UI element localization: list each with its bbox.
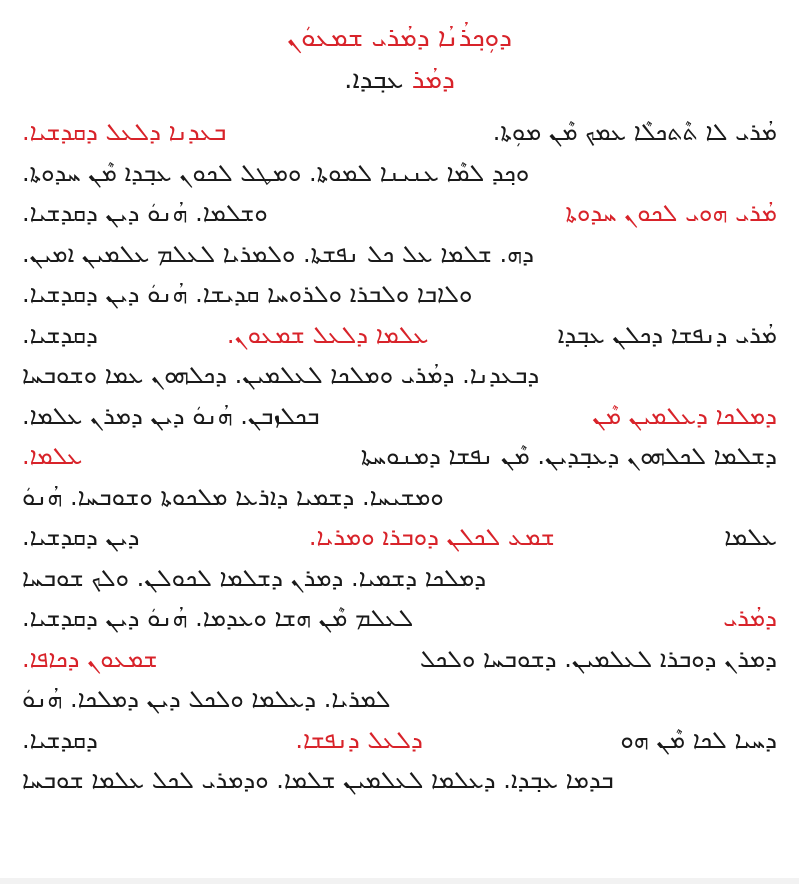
text-line [22, 477, 777, 518]
rubric-text: ܫܡܥܘܢ ܕܟܐܦܐ. [22, 644, 158, 673]
text-line [22, 193, 777, 234]
rubric-text: ܫܡܥ ܠܟܠܢ ܕܘܒܪܐ ܘܡܪܝܐ. [308, 523, 555, 552]
rubric-text: ܡܳܪܝ ܗܘܝ ܠܟܘܢ ܚܕܘܬܐ [565, 199, 777, 228]
body-text-segment: ܕܫܠܡܐ ܠܟܠܗܘܢ ܕܥܒ݂ܕܝܢ. ܡܶܢ ܢܦܫܐ ܕܡܢܘܚܬܐ [360, 442, 777, 471]
body-text-segment: ܕܡܠܟܐ ܕܫܡܝܐ. ܕܡܪܢ ܕܫܠܡܐ ܠܟܘܠܢ. ܘܠܟ ܫܘܒܚܐ [22, 563, 487, 592]
body-text-segment: ܠܥܠܡ ܡܶܢ ܗܫܐ ܘܥܕܡܐ. ܗܳܢܘܿ ܕܝܢ ܕܩܕܫܝܐ. [22, 604, 414, 633]
body-text-segment: ܘܟ݂ܕ ܠܡܶܐ ܥܢܝܢܐ ܠܡܘܬܐ. ܘܡܛܠ ܠܟܘܢ ܥܒ݂ܕܐ ܡܶܢ ܚܕܘܬܐ. [22, 158, 530, 187]
text-line [22, 517, 777, 558]
body-text-segment: ܕܡܪܢ ܕܘܒܪܐ ܠܥܠܡܝܢ. ܕܫܘܒܚܐ ܘܠܟܠ [419, 644, 777, 673]
text-line [22, 274, 777, 315]
rubric-text: ܥܠܡܐ. [22, 442, 83, 471]
text-line [22, 598, 777, 639]
rubric-text: ܒܥܕܢܐ ܕܠܥܠ ܕܩܕܫܝܐ. [22, 118, 227, 147]
subtitle-black: ܥܒ݂ܕܐ. [344, 65, 404, 95]
body-text-segment: ܠܡܪܝܐ. ܕܥܠܡܐ ܘܠܟܠ ܕܝܢ ܕܡܠܟܐ. ܗܳܢܘܿ [22, 685, 391, 714]
rubric-text: ܕܡܠܟܐ ܕܥܠܡܝܢ ܡܶܢ [592, 401, 777, 430]
body-text [22, 112, 777, 801]
body-text-segment: ܘܡܫܝܚܐ. ܕܫܡܝܐ ܕܐܪܥܐ ܡܠܟܘܬܐ ܘܫܘܒܚܐ. ܗܳܢܘܿ [22, 482, 444, 511]
text-line [22, 315, 777, 356]
body-text-segment: ܥܠܡܐ [724, 523, 777, 552]
section-subtitle [22, 58, 777, 102]
body-text-segment: ܕܒܥܕܢܐ. ܕܡܳܪܝ ܘܡܠܟܐ ܠܥܠܡܝܢ. ܕܟܠܗܘܢ ܥܡܐ ܘܫܘܒܚܐ [22, 361, 540, 390]
body-text-segment: ܕܝܢ ܕܩܕܫܝܐ. [22, 523, 140, 552]
body-text-segment: ܘܠܐܒܐ ܘܠܒܪܐ ܘܠܪܘܚܐ ܩܕܝܫܐ. ܗܳܢܘܿ ܕܝܢ ܕܩܕܫܝܐ. [22, 280, 473, 309]
text-line [22, 112, 777, 153]
rubric-text: ܕܠܥܠ ܕܢܦܫܐ. [295, 725, 423, 754]
rubric-text: ܕܡܳܪܝ [723, 604, 777, 633]
body-text-segment: ܒܕܡܐ ܥܒ݂ܕܐ. ܕܥܠܡܐ ܠܥܠܡܝܢ ܫܠܡܐ. ܘܕܡܪܝ ܠܟܠ ܥܠܡܐ ܫܘܒܚܐ [22, 766, 614, 795]
rubric-text: ܥܠܡܐ ܕܠܥܠ ܫܡܥܘܢ. [226, 320, 429, 349]
text-line [22, 639, 777, 680]
body-text-segment: ܕܚܝܐ ܠܟܐ ܡܶܢ ܗܘ [620, 725, 777, 754]
text-line [22, 679, 777, 720]
text-line [22, 720, 777, 761]
body-text-segment: ܘܫܠܡܐ. ܗܳܢܘܿ ܕܝܢ ܕܩܕܫܝܐ. [22, 199, 268, 228]
text-line [22, 355, 777, 396]
body-text-segment: ܕܩܕܫܝܐ. [22, 320, 98, 349]
text-line [22, 396, 777, 437]
body-text-segment: ܡܳܪܝ ܠܐ ܬܶܬܟܠܶܐ ܥܡܟ ܡܶܢ ܡܘܼܬܐ. [492, 118, 777, 147]
body-text-segment: ܕܗ. ܫܠܡܐ ܥܠ ܟܠ ܢܦܫܬܐ. ܘܠܡܪܝܐ ܠܥܠܡ ܥܠܡܝܢ ܐܡܝܢ. [22, 239, 535, 268]
body-text-segment: ܒܟܠܙܒܢ. ܗܳܢܘܿ ܕܝܢ ܕܡܪܢ ܥܠܡܐ. [22, 401, 320, 430]
text-line [22, 234, 777, 275]
page-bottom-edge [0, 878, 799, 884]
page-title: ܕܘܼܟ݂ܪܳܢܳܐ ܕܡܳܪܝ ܫܡܥܘܿܢ [286, 23, 513, 53]
body-text-segment: ܡܳܪܝ ܕܢܦܫܐ ܕܟܠܢ ܥܒ݂ܕܐ [557, 320, 777, 349]
text-line [22, 760, 777, 801]
text-line [22, 153, 777, 194]
text-line [22, 558, 777, 599]
text-line [22, 436, 777, 477]
body-text-segment: ܕܩܕܫܝܐ. [22, 725, 98, 754]
subtitle-red: ܕܡܳܪ [411, 65, 455, 95]
